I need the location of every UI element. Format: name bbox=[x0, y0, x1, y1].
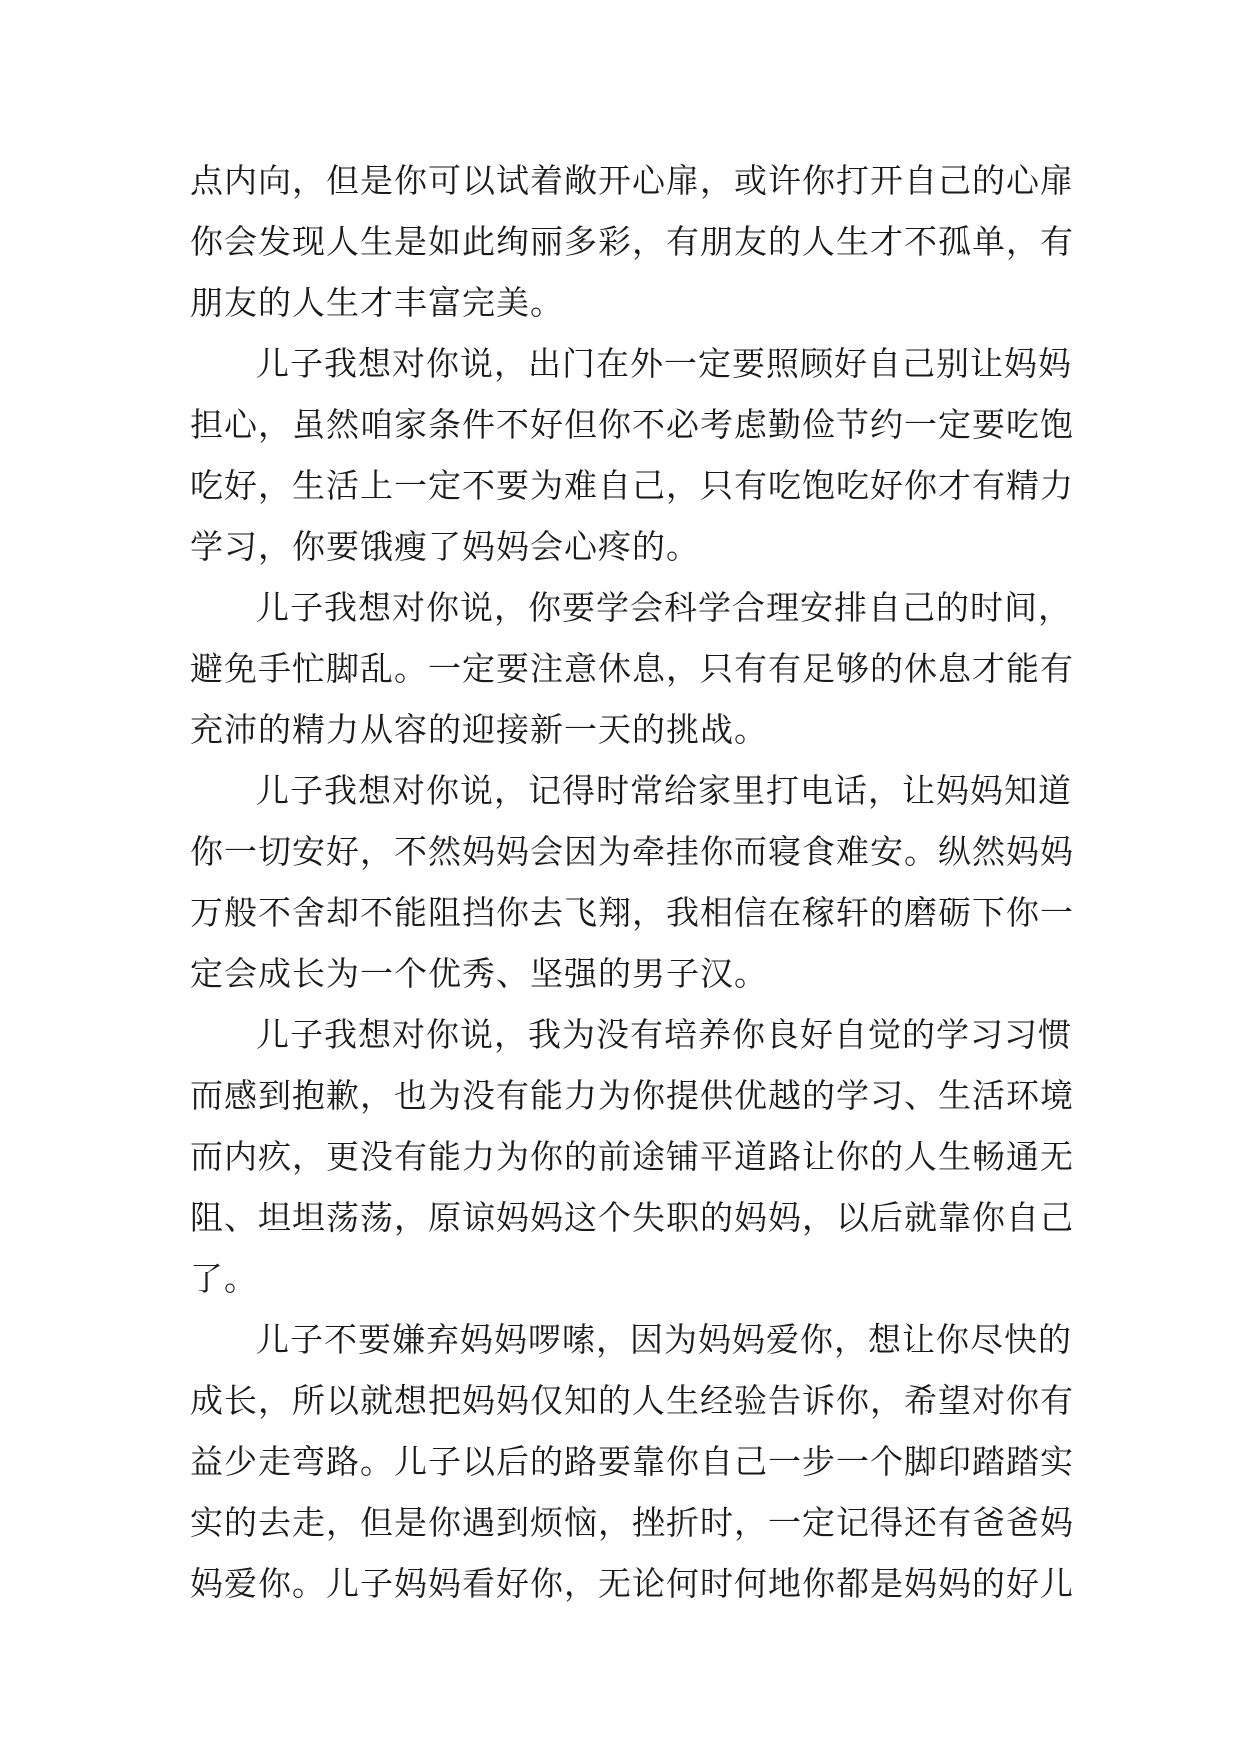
text-line: 益少走弯路。儿子以后的路要靠你自己一步一个脚印踏踏实 bbox=[190, 1442, 1074, 1481]
text-line: 学习，你要饿瘦了妈妈会心疼的。 bbox=[190, 527, 700, 566]
paragraph-first-line: 儿子我想对你说，记得时常给家里打电话，让妈妈知道 bbox=[256, 771, 1072, 810]
text-line: 朋友的人生才丰富完美。 bbox=[190, 283, 564, 322]
paragraph-first-line: 儿子不要嫌弃妈妈啰嗦，因为妈妈爱你，想让你尽快的 bbox=[256, 1320, 1072, 1359]
text-line: 万般不舍却不能阻挡你去飞翔，我相信在稼轩的磨砺下你一 bbox=[190, 893, 1074, 932]
text-line: 妈爱你。儿子妈妈看好你，无论何时何地你都是妈妈的好儿 bbox=[190, 1564, 1074, 1603]
text-line: 实的去走，但是你遇到烦恼，挫折时，一定记得还有爸爸妈 bbox=[190, 1503, 1074, 1542]
text-line: 吃好，生活上一定不要为难自己，只有吃饱吃好你才有精力 bbox=[190, 466, 1074, 505]
text-line: 阻、坦坦荡荡，原谅妈妈这个失职的妈妈，以后就靠你自己 bbox=[190, 1198, 1074, 1237]
paragraph-first-line: 儿子我想对你说，我为没有培养你良好自觉的学习习惯 bbox=[256, 1015, 1072, 1054]
text-line: 充沛的精力从容的迎接新一天的挑战。 bbox=[190, 710, 768, 749]
text-line: 而感到抱歉，也为没有能力为你提供优越的学习、生活环境 bbox=[190, 1076, 1074, 1115]
text-line: 你一切安好，不然妈妈会因为牵挂你而寝食难安。纵然妈妈 bbox=[190, 832, 1074, 871]
text-line: 了。 bbox=[190, 1259, 258, 1298]
document-body bbox=[190, 150, 1074, 1614]
text-line: 而内疚，更没有能力为你的前途铺平道路让你的人生畅通无 bbox=[190, 1137, 1074, 1176]
text-line: 避免手忙脚乱。一定要注意休息，只有有足够的休息才能有 bbox=[190, 649, 1074, 688]
text-line: 成长，所以就想把妈妈仅知的人生经验告诉你，希望对你有 bbox=[190, 1381, 1074, 1420]
text-line: 点内向，但是你可以试着敞开心扉，或许你打开自己的心扉 bbox=[190, 161, 1074, 200]
text-line: 你会发现人生是如此绚丽多彩，有朋友的人生才不孤单，有 bbox=[190, 222, 1074, 261]
paragraph-first-line: 儿子我想对你说，出门在外一定要照顾好自己别让妈妈 bbox=[256, 344, 1072, 383]
text-line: 定会成长为一个优秀、坚强的男子汉。 bbox=[190, 954, 768, 993]
paragraph-first-line: 儿子我想对你说，你要学会科学合理安排自己的时间， bbox=[256, 588, 1072, 627]
text-line: 担心，虽然咱家条件不好但你不必考虑勤俭节约一定要吃饱 bbox=[190, 405, 1074, 444]
